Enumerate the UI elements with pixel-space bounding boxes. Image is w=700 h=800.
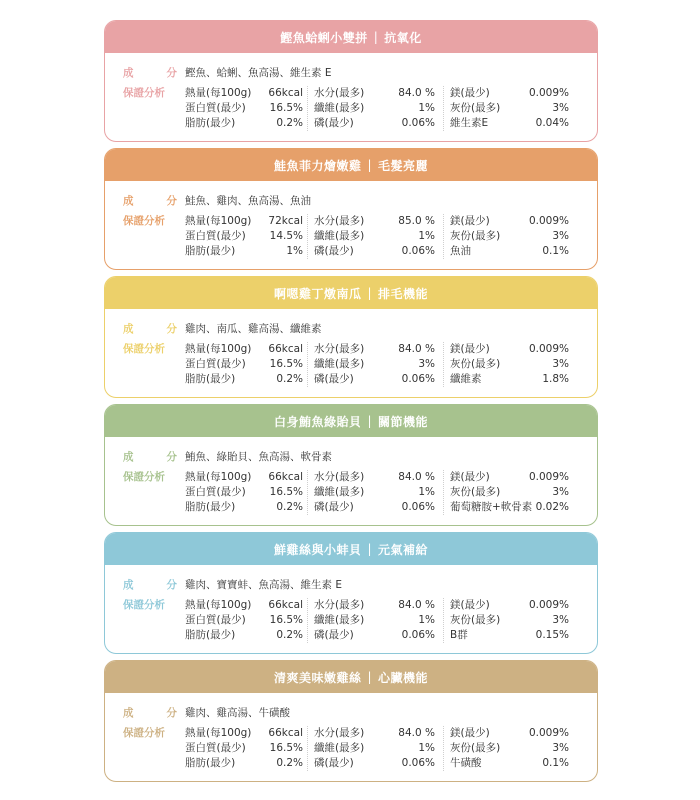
nutrient-value: 66kcal xyxy=(268,87,303,99)
nutrient-name: 鎂(最少) xyxy=(450,343,490,355)
nutrient-name: 纖維(最多) xyxy=(314,486,365,498)
nutrient-name: 磷(最少) xyxy=(314,501,354,513)
card-header xyxy=(105,21,597,53)
analysis-columns xyxy=(185,342,569,387)
nutrient-row xyxy=(185,229,303,244)
nutrient-value: 16.5% xyxy=(269,742,303,754)
ingredients-label-char: 成 xyxy=(123,195,134,207)
product-card xyxy=(104,20,598,142)
ingredients-row xyxy=(105,577,597,592)
nutrient-name: 脂肪(最少) xyxy=(185,629,236,641)
ingredients-label-char: 分 xyxy=(166,195,177,207)
nutrient-value: 66kcal xyxy=(268,343,303,355)
nutrient-value: 0.1% xyxy=(542,757,569,769)
nutrient-name: 纖維素 xyxy=(450,373,482,385)
analysis-column xyxy=(443,342,569,387)
analysis-label: 保證分析 xyxy=(123,599,165,611)
nutrient-name: 纖維(最多) xyxy=(314,102,365,114)
nutrient-name: 蛋白質(最少) xyxy=(185,102,246,114)
product-title: 鰹魚蛤蜊小雙拼 xyxy=(280,30,368,45)
nutrient-value: 66kcal xyxy=(268,471,303,483)
nutrient-value: 0.02% xyxy=(535,501,569,513)
analysis-label: 保證分析 xyxy=(123,343,165,355)
nutrient-value: 1% xyxy=(418,614,435,626)
nutrient-row xyxy=(314,470,435,485)
nutrient-value: 0.1% xyxy=(542,245,569,257)
nutrient-row xyxy=(185,116,303,131)
nutrient-name: 磷(最少) xyxy=(314,373,354,385)
nutrient-name: 脂肪(最少) xyxy=(185,757,236,769)
nutrient-name: 脂肪(最少) xyxy=(185,245,236,257)
nutrient-value: 0.15% xyxy=(535,629,569,641)
analysis-column xyxy=(185,342,303,387)
nutrient-row xyxy=(314,741,435,756)
nutrient-name: 脂肪(最少) xyxy=(185,117,236,129)
nutrient-value: 84.0 % xyxy=(398,343,435,355)
nutrient-value: 0.2% xyxy=(276,117,303,129)
nutrient-name: 魚油 xyxy=(450,245,471,257)
nutrient-row xyxy=(450,628,569,643)
ingredients-label-char: 分 xyxy=(166,323,177,335)
analysis-column xyxy=(185,470,303,515)
analysis-columns xyxy=(185,470,569,515)
nutrient-value: 72kcal xyxy=(268,215,303,227)
nutrient-value: 0.2% xyxy=(276,373,303,385)
nutrient-row xyxy=(185,86,303,101)
ingredients-label-char: 成 xyxy=(123,579,134,591)
nutrient-row xyxy=(185,372,303,387)
product-function: 毛髮亮麗 xyxy=(378,158,429,173)
nutrient-name: 熱量(每100g) xyxy=(185,215,252,227)
ingredients-label xyxy=(123,65,185,80)
nutrient-value: 0.2% xyxy=(276,757,303,769)
nutrient-row xyxy=(450,741,569,756)
nutrient-value: 66kcal xyxy=(268,727,303,739)
nutrient-row xyxy=(314,485,435,500)
product-card xyxy=(104,276,598,398)
ingredients-row xyxy=(105,321,597,336)
nutrient-name: 鎂(最少) xyxy=(450,471,490,483)
nutrient-value: 3% xyxy=(418,358,435,370)
nutrient-name: 磷(最少) xyxy=(314,757,354,769)
product-function: 關節機能 xyxy=(378,414,429,429)
analysis-columns xyxy=(185,726,569,771)
nutrient-value: 1% xyxy=(418,230,435,242)
ingredients-row xyxy=(105,705,597,720)
nutrient-row xyxy=(450,86,569,101)
nutrient-value: 1% xyxy=(418,742,435,754)
nutrient-row xyxy=(314,598,435,613)
nutrient-name: 灰份(最多) xyxy=(450,230,501,242)
nutrient-name: 纖維(最多) xyxy=(314,358,365,370)
nutrient-row xyxy=(314,116,435,131)
nutrient-value: 3% xyxy=(552,102,569,114)
nutrient-row xyxy=(450,214,569,229)
nutrient-name: 脂肪(最少) xyxy=(185,501,236,513)
ingredients-label-char: 分 xyxy=(166,707,177,719)
nutrient-row xyxy=(450,372,569,387)
ingredients-row xyxy=(105,449,597,464)
title-separator: | xyxy=(367,670,373,684)
nutrient-value: 0.06% xyxy=(401,373,435,385)
analysis-label: 保證分析 xyxy=(123,727,165,739)
nutrient-value: 3% xyxy=(552,358,569,370)
nutrient-value: 84.0 % xyxy=(398,87,435,99)
nutrient-value: 0.06% xyxy=(401,245,435,257)
nutrient-name: 蛋白質(最少) xyxy=(185,742,246,754)
title-separator: | xyxy=(367,414,373,428)
nutrient-value: 84.0 % xyxy=(398,599,435,611)
ingredients-label-char: 分 xyxy=(166,579,177,591)
nutrient-row xyxy=(185,357,303,372)
nutrient-name: 水分(最多) xyxy=(314,215,365,227)
nutrient-row xyxy=(450,470,569,485)
title-separator: | xyxy=(367,158,373,172)
product-card xyxy=(104,404,598,526)
nutrient-row xyxy=(314,244,435,259)
nutrient-value: 16.5% xyxy=(269,358,303,370)
nutrient-row xyxy=(185,500,303,515)
nutrient-value: 16.5% xyxy=(269,102,303,114)
ingredients-label-char: 分 xyxy=(166,451,177,463)
nutrient-row xyxy=(314,756,435,771)
nutrient-row xyxy=(185,214,303,229)
nutrient-name: 熱量(每100g) xyxy=(185,471,252,483)
nutrient-value: 0.2% xyxy=(276,501,303,513)
nutrient-row xyxy=(314,628,435,643)
nutrient-value: 3% xyxy=(552,742,569,754)
nutrient-value: 85.0 % xyxy=(398,215,435,227)
product-title: 清爽美味嫩雞絲 xyxy=(273,670,362,685)
analysis-column xyxy=(443,86,569,131)
analysis-column xyxy=(443,214,569,259)
product-function: 心臟機能 xyxy=(378,670,429,685)
nutrient-value: 1% xyxy=(286,245,303,257)
nutrient-name: 灰份(最多) xyxy=(450,614,501,626)
nutrient-name: 磷(最少) xyxy=(314,629,354,641)
nutrient-row xyxy=(450,500,569,515)
nutrient-value: 0.009% xyxy=(528,471,569,483)
analysis-label: 保證分析 xyxy=(123,471,165,483)
analysis-column xyxy=(307,470,435,515)
nutrient-row xyxy=(314,500,435,515)
product-title: 鮮雞絲與小蚌貝 xyxy=(273,542,362,557)
nutrient-row xyxy=(450,613,569,628)
guaranteed-analysis xyxy=(105,726,597,771)
nutrient-value: 1% xyxy=(418,486,435,498)
nutrient-value: 0.06% xyxy=(401,117,435,129)
nutrient-name: 熱量(每100g) xyxy=(185,87,252,99)
product-card xyxy=(104,148,598,270)
nutrient-name: 鎂(最少) xyxy=(450,599,490,611)
nutrient-row xyxy=(450,756,569,771)
analysis-columns xyxy=(185,598,569,643)
nutrient-value: 16.5% xyxy=(269,614,303,626)
nutrient-value: 0.009% xyxy=(528,87,569,99)
nutrient-row xyxy=(185,485,303,500)
nutrient-name: B群 xyxy=(450,629,468,641)
title-separator: | xyxy=(373,30,379,44)
ingredients-label xyxy=(123,193,185,208)
nutrient-name: 磷(最少) xyxy=(314,245,354,257)
product-function: 排毛機能 xyxy=(378,286,429,301)
nutrient-row xyxy=(450,726,569,741)
ingredients-label-char: 分 xyxy=(166,67,177,79)
nutrient-row xyxy=(450,116,569,131)
nutrient-row xyxy=(314,613,435,628)
nutrient-value: 0.009% xyxy=(528,215,569,227)
nutrient-name: 維生素E xyxy=(450,117,489,129)
nutrient-name: 水分(最多) xyxy=(314,87,365,99)
analysis-column xyxy=(307,86,435,131)
ingredients-label xyxy=(123,321,185,336)
analysis-column xyxy=(307,598,435,643)
nutrient-name: 蛋白質(最少) xyxy=(185,230,246,242)
nutrient-value: 84.0 % xyxy=(398,727,435,739)
nutrient-name: 水分(最多) xyxy=(314,727,365,739)
nutrient-value: 0.04% xyxy=(535,117,569,129)
analysis-column xyxy=(307,726,435,771)
ingredients-text: 鮭魚、雞肉、魚高湯、魚油 xyxy=(185,195,311,207)
product-card xyxy=(104,532,598,654)
ingredients-label xyxy=(123,705,185,720)
ingredients-row xyxy=(105,193,597,208)
nutrient-name: 水分(最多) xyxy=(314,471,365,483)
nutrient-name: 鎂(最少) xyxy=(450,215,490,227)
nutrient-row xyxy=(185,101,303,116)
card-header xyxy=(105,661,597,693)
nutrient-value: 0.06% xyxy=(401,501,435,513)
ingredients-label-char: 成 xyxy=(123,707,134,719)
nutrient-name: 鎂(最少) xyxy=(450,87,490,99)
nutrient-value: 0.06% xyxy=(401,757,435,769)
product-title: 白身鮪魚綠貽貝 xyxy=(273,414,362,429)
analysis-column xyxy=(307,342,435,387)
nutrient-name: 灰份(最多) xyxy=(450,358,501,370)
nutrient-value: 66kcal xyxy=(268,599,303,611)
nutrient-value: 3% xyxy=(552,486,569,498)
nutrient-name: 磷(最少) xyxy=(314,117,354,129)
guaranteed-analysis xyxy=(105,342,597,387)
nutrient-row xyxy=(450,101,569,116)
nutrient-name: 水分(最多) xyxy=(314,343,365,355)
title-separator: | xyxy=(367,542,373,556)
analysis-column xyxy=(185,598,303,643)
ingredients-label-char: 成 xyxy=(123,67,134,79)
nutrient-value: 1.8% xyxy=(542,373,569,385)
nutrient-value: 0.009% xyxy=(528,727,569,739)
nutrient-row xyxy=(185,244,303,259)
nutrient-name: 脂肪(最少) xyxy=(185,373,236,385)
analysis-columns xyxy=(185,214,569,259)
card-header xyxy=(105,277,597,309)
nutrient-row xyxy=(450,485,569,500)
nutrient-name: 灰份(最多) xyxy=(450,742,501,754)
nutrient-value: 3% xyxy=(552,614,569,626)
nutrient-row xyxy=(185,741,303,756)
guaranteed-analysis xyxy=(105,86,597,131)
nutrient-row xyxy=(185,342,303,357)
ingredients-text: 雞肉、寶寶蚌、魚高湯、維生素 E xyxy=(185,579,342,591)
card-header xyxy=(105,533,597,565)
guaranteed-analysis xyxy=(105,214,597,259)
nutrient-value: 14.5% xyxy=(269,230,303,242)
nutrient-row xyxy=(314,342,435,357)
nutrient-value: 3% xyxy=(552,230,569,242)
analysis-column xyxy=(185,86,303,131)
nutrient-row xyxy=(185,470,303,485)
ingredients-text: 雞肉、南瓜、雞高湯、纖維素 xyxy=(185,323,322,335)
ingredients-text: 雞肉、雞高湯、牛磺酸 xyxy=(185,707,290,719)
guaranteed-analysis xyxy=(105,598,597,643)
nutrient-row xyxy=(450,598,569,613)
nutrient-row xyxy=(450,229,569,244)
nutrient-row xyxy=(314,372,435,387)
nutrient-name: 葡萄糖胺+軟骨素 xyxy=(450,501,533,513)
nutrient-name: 牛磺酸 xyxy=(450,757,482,769)
nutrient-row xyxy=(314,101,435,116)
nutrient-name: 灰份(最多) xyxy=(450,102,501,114)
nutrient-row xyxy=(185,613,303,628)
nutrient-value: 0.2% xyxy=(276,629,303,641)
product-title: 啊嗯雞丁燉南瓜 xyxy=(273,286,362,301)
title-separator: | xyxy=(367,286,373,300)
nutrient-name: 鎂(最少) xyxy=(450,727,490,739)
nutrient-row xyxy=(185,726,303,741)
nutrient-row xyxy=(314,726,435,741)
nutrient-value: 84.0 % xyxy=(398,471,435,483)
nutrient-name: 蛋白質(最少) xyxy=(185,358,246,370)
analysis-column xyxy=(307,214,435,259)
nutrient-row xyxy=(314,229,435,244)
analysis-column xyxy=(443,598,569,643)
card-header xyxy=(105,149,597,181)
ingredients-label xyxy=(123,577,185,592)
nutrient-name: 蛋白質(最少) xyxy=(185,614,246,626)
analysis-column xyxy=(185,214,303,259)
ingredients-row xyxy=(105,65,597,80)
nutrient-row xyxy=(450,342,569,357)
nutrient-value: 1% xyxy=(418,102,435,114)
nutrient-value: 0.009% xyxy=(528,599,569,611)
nutrient-name: 灰份(最多) xyxy=(450,486,501,498)
analysis-label: 保證分析 xyxy=(123,215,165,227)
product-function: 元氣補給 xyxy=(378,542,429,557)
card-header xyxy=(105,405,597,437)
nutrient-value: 0.009% xyxy=(528,343,569,355)
nutrient-name: 纖維(最多) xyxy=(314,614,365,626)
nutrient-row xyxy=(185,628,303,643)
nutrient-name: 纖維(最多) xyxy=(314,742,365,754)
nutrient-row xyxy=(185,756,303,771)
nutrient-row xyxy=(185,598,303,613)
nutrient-row xyxy=(450,244,569,259)
analysis-columns xyxy=(185,86,569,131)
ingredients-text: 鮪魚、綠貽貝、魚高湯、軟骨素 xyxy=(185,451,332,463)
guaranteed-analysis xyxy=(105,470,597,515)
ingredients-label-char: 成 xyxy=(123,323,134,335)
analysis-column xyxy=(443,726,569,771)
nutrient-name: 熱量(每100g) xyxy=(185,599,252,611)
nutrient-row xyxy=(314,214,435,229)
nutrient-value: 0.06% xyxy=(401,629,435,641)
nutrient-name: 熱量(每100g) xyxy=(185,343,252,355)
nutrient-row xyxy=(314,357,435,372)
nutrient-name: 水分(最多) xyxy=(314,599,365,611)
ingredients-label xyxy=(123,449,185,464)
nutrient-value: 16.5% xyxy=(269,486,303,498)
ingredients-text: 鰹魚、蛤蜊、魚高湯、維生素 E xyxy=(185,67,332,79)
nutrient-name: 熱量(每100g) xyxy=(185,727,252,739)
nutrient-name: 蛋白質(最少) xyxy=(185,486,246,498)
ingredients-label-char: 成 xyxy=(123,451,134,463)
analysis-label: 保證分析 xyxy=(123,87,165,99)
analysis-column xyxy=(443,470,569,515)
nutrient-row xyxy=(314,86,435,101)
product-function: 抗氧化 xyxy=(384,30,422,45)
analysis-column xyxy=(185,726,303,771)
nutrient-name: 纖維(最多) xyxy=(314,230,365,242)
product-card xyxy=(104,660,598,782)
product-title: 鮭魚菲力燴嫩雞 xyxy=(273,158,362,173)
nutrient-row xyxy=(450,357,569,372)
